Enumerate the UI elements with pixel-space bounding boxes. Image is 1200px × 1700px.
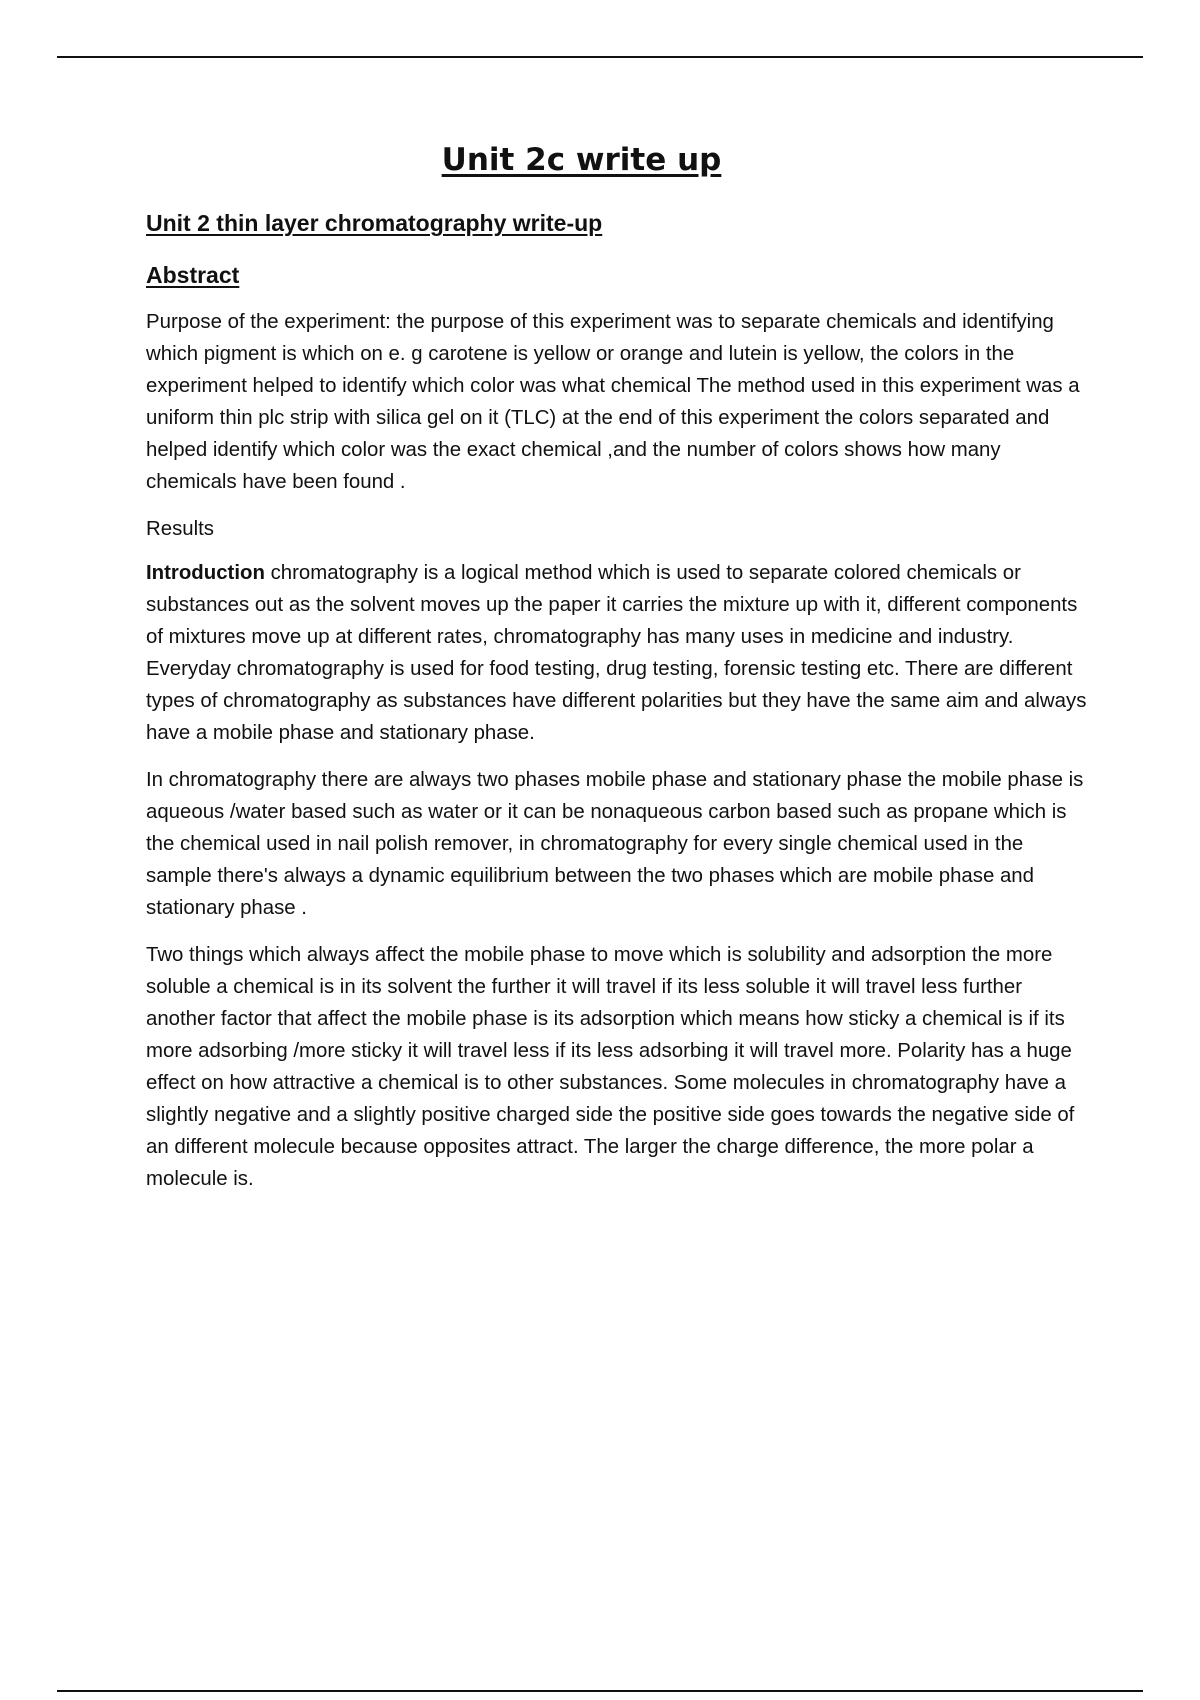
document-title	[0, 140, 1163, 180]
introduction-text: chromatography is a logical method which is used to separate colored chemicals or substances out as the solvent moves up the paper it carries the mixture up with it, different components of mixtures move up at different rates, chromatography has many uses in medicine and industry. Everyday chromatography is used for food testing, drug testing, forensic testing etc. There are different types of chromatography as substances have different polarities but they have the same aim and always have a mobile phase and stationary phase.	[146, 562, 1087, 744]
report-subtitle: Unit 2 thin layer chromatography write-up	[146, 210, 603, 236]
document-title-text: Unit 2c write up	[441, 142, 722, 178]
abstract-paragraph: Purpose of the experiment: the purpose of this experiment was to separate chemicals and identifying which pigment is which on e. g carotene is yellow or orange and lutein is yellow, the colors in the experiment helped to identify which color was what chemical The method used in this experiment was a uniform thin plc strip with silica gel on it (TLC) at the end of this experiment the colors separated and helped identify which color was the exact chemical ,and the number of colors shows how many chemicals have been found .	[146, 311, 1080, 493]
introduction-paragraph	[146, 557, 1091, 749]
results-label: Results	[146, 518, 214, 540]
introduction-label: Introduction	[146, 562, 265, 584]
phases-paragraph: In chromatography there are always two phases mobile phase and stationary phase the mobile phase is aqueous /water based such as water or it can be nonaqueous carbon based such as propane which is the chemical used in nail polish remover, in chromatography for every single chemical used in the sample there's always a dynamic equilibrium between the two phases which are mobile phase and stationary phase .	[146, 769, 1084, 919]
abstract-heading: Abstract	[146, 262, 240, 288]
footer-rule	[57, 1690, 1143, 1692]
document-body	[146, 206, 1091, 1210]
factors-paragraph: Two things which always affect the mobile phase to move which is solubility and adsorption the more soluble a chemical is in its solvent the further it will travel if its less soluble it will travel less further another factor that affect the mobile phase is its adsorption which means how sticky a chemical is if its more adsorbing /more sticky it will travel less if its less adsorbing it will travel more. Polarity has a huge effect on how attractive a chemical is to other substances. Some molecules in chromatography have a slightly negative and a slightly positive charged side the positive side goes towards the negative side of an different molecule because opposites attract. The larger the charge difference, the more polar a molecule is.	[146, 944, 1075, 1190]
header-rule	[57, 56, 1143, 58]
